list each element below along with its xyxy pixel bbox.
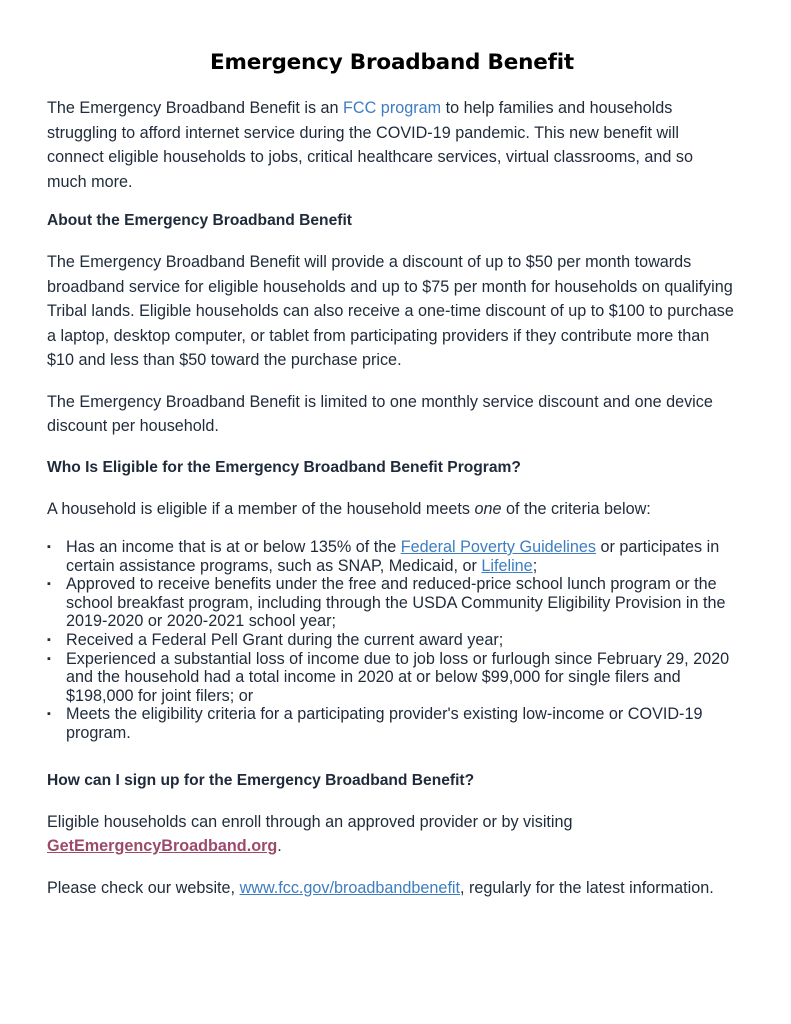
eligibility-intro-end: of the criteria below: (501, 499, 651, 518)
fcc-broadband-benefit-link[interactable]: www.fcc.gov/broadbandbenefit (239, 878, 461, 897)
criteria-item-income-loss (47, 650, 737, 706)
enroll-period: . (277, 837, 282, 856)
about-heading: About the Emergency Broadband Benefit (47, 212, 352, 229)
criteria-item-school-lunch (47, 575, 737, 631)
signup-heading: How can I sign up for the Emergency Broadband Benefit? (47, 771, 475, 789)
get-emergency-broadband-link[interactable]: GetEmergencyBroadband.org (47, 837, 278, 856)
limit-paragraph: The Emergency Broadband Benefit is limited to one monthly service discount and one device discount per household. (47, 392, 713, 435)
criteria-text: Meets the eligibility criteria for a participating provider's existing low-income or COVID-19 program. (66, 705, 703, 742)
check-text-start: Please check our website, (47, 878, 240, 897)
square-bullet-icon: ▪ (47, 633, 51, 646)
criteria-text: Approved to receive benefits under the free and reduced-price school lunch program or the school breakfast program, including through the USDA Community Eligibility Provision in the 2019-2020 or 2020-2021 school year; (66, 575, 726, 631)
eligibility-intro-emphasis: one (474, 499, 502, 518)
eligibility-criteria-list (47, 538, 737, 743)
eligibility-heading: Who Is Eligible for the Emergency Broadband Benefit Program? (47, 458, 521, 476)
criteria-text: or participates in certain assistance programs, such as SNAP, Medicaid, or (66, 538, 720, 575)
intro-paragraph (47, 96, 737, 194)
lifeline-link[interactable]: Lifeline (481, 556, 533, 575)
criteria-text: Received a Federal Pell Grant during the current award year; (66, 630, 504, 649)
criteria-text: Has an income that is at or below 135% of the (66, 538, 401, 556)
criteria-text: ; (532, 556, 538, 575)
eligibility-intro (47, 497, 737, 522)
intro-text-start: The Emergency Broadband Benefit is an (47, 99, 344, 117)
square-bullet-icon: ▪ (47, 708, 51, 721)
enroll-text: Eligible households can enroll through an approved provider or by visiting (47, 812, 573, 831)
page-title: Emergency Broadband Benefit (210, 50, 574, 75)
square-bullet-icon: ▪ (47, 578, 51, 591)
enroll-paragraph (47, 810, 737, 859)
fcc-program-link[interactable]: FCC program (343, 99, 442, 117)
discount-paragraph: The Emergency Broadband Benefit will provide a discount of up to $50 per month towards broadband service for eligible households and up to $75 per month for households on qualifying Tribal lands. Eligible households can also receive a one-time discount of up to $100 to purchase a laptop, desktop computer, or tablet from participating providers if they contribute more than $10 and less than $50 toward the purchase price. (47, 253, 734, 369)
criteria-text: Experienced a substantial loss of income due to job loss or furlough since February 29, 2020 and the household had a total income in 2020 at or below $99,000 for single filers and $198,000 for joint filers; or (66, 649, 730, 705)
check-website-paragraph (47, 876, 737, 901)
criteria-item-pell-grant (47, 631, 737, 650)
criteria-item-provider-program (47, 705, 737, 742)
criteria-item-income (47, 538, 737, 575)
check-text-end: , regularly for the latest information. (460, 878, 714, 897)
square-bullet-icon: ▪ (47, 652, 51, 665)
intro-text-end: to help families and households struggling to afford internet service during the COVID-19 pandemic. This new benefit will connect eligible households to jobs, critical healthcare services, virtual classrooms, and so much more. (47, 99, 694, 191)
federal-poverty-guidelines-link[interactable]: Federal Poverty Guidelines (400, 538, 596, 556)
square-bullet-icon: ▪ (47, 541, 51, 553)
eligibility-intro-start: A household is eligible if a member of the household meets (47, 499, 475, 518)
